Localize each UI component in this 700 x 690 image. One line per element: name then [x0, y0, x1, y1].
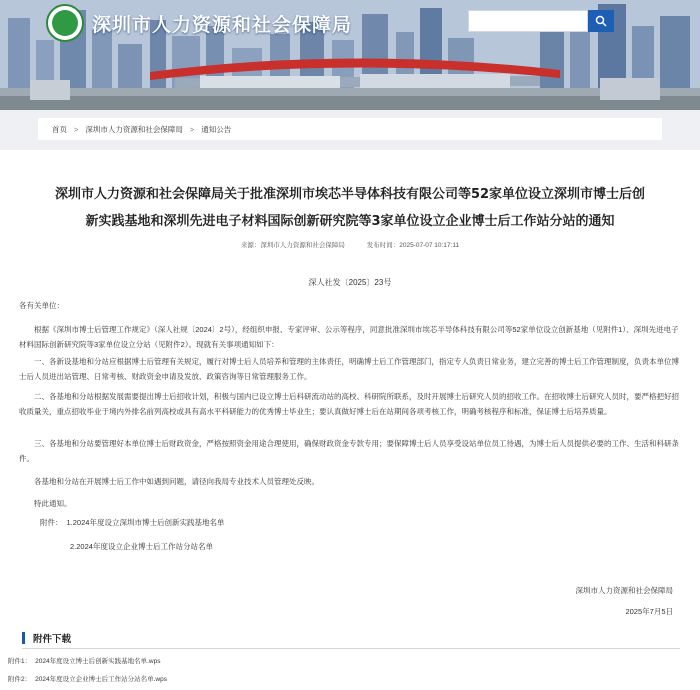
site-name: 深圳市人力资源和社会保障局: [92, 13, 353, 36]
signature-date: 2025年7月5日: [625, 607, 673, 616]
downloads-heading-text: 附件下载: [33, 634, 72, 645]
download-item: [8, 656, 160, 665]
breadcrumb-separator: >: [189, 124, 195, 134]
body-paragraph: 根据《深圳市博士后管理工作规定》（深人社规〔2024〕2号），经组织申报、专家评审、公示等程序，同意批准深圳市埃芯半导体科技有限公司等52家单位设立创新基地（见附件1）、深圳先进电子材料国际创新研究院等3家单位设立分站（见附件2）。现就有关事项通知如下：: [19, 325, 679, 349]
breadcrumb-notices[interactable]: 通知公告: [201, 124, 232, 134]
divider: [22, 648, 680, 649]
breadcrumb-strip: [0, 110, 700, 150]
site-logo[interactable]: [46, 4, 352, 42]
download-link[interactable]: 2024年度设立博士后创新实践基地名单.wps: [35, 658, 161, 665]
breadcrumb-separator: >: [74, 124, 79, 134]
page-title: [20, 181, 680, 235]
breadcrumb: [38, 118, 662, 140]
article-source: 来源：深圳市人力资源和社会保障局: [240, 242, 345, 249]
search-button[interactable]: [588, 10, 614, 32]
download-prefix: 附件1：: [8, 658, 32, 665]
body-paragraph: 特此通知。: [34, 499, 72, 508]
document-number: 深人社发〔2025〕23号: [308, 278, 392, 287]
emblem-logo-icon: [46, 4, 84, 42]
header-banner: [0, 0, 700, 110]
page-title-line2: 新实践基地和深圳先进电子材料国际创新研究院等3家单位设立企业博士后工作站分站的通知: [85, 214, 615, 229]
download-link[interactable]: 2024年度设立企业博士后工作站分站名单.wps: [35, 676, 167, 683]
attachment-title: 2.2024年度设立企业博士后工作站分站名单: [70, 542, 213, 551]
attachment-list-item: [40, 517, 224, 528]
signature-organization: 深圳市人力资源和社会保障局: [575, 586, 673, 595]
page-title-line1: 深圳市人力资源和社会保障局关于批准深圳市埃芯半导体科技有限公司等52家单位设立深圳市博士后创: [54, 187, 646, 202]
search-input[interactable]: [468, 10, 588, 32]
article-publish-time: 发布时间：2025-07-07 10:17:11: [366, 242, 460, 249]
body-paragraph: 二、各基地和分站根据发展需要提出博士后招收计划，积极与国内已设立博士后科研流动站的高校、科研院所联系，及时开展博士后研究人员的招收工作。在招收博士后研究人员时，要严格把好招收质量关，重点招收毕业于境内外排名前列高校或具有高水平科研能力的优秀博士毕业生；要认真做好博士后在站期间各项考核工作，明确考核程序和标准，保证博士后培养质量。: [19, 392, 679, 416]
heading-accent-bar: [22, 632, 25, 644]
attachment-list-item: [70, 541, 213, 552]
attachment-title: 1.2024年度设立深圳市博士后创新实践基地名单: [66, 518, 225, 527]
attachments-label: 附件：: [40, 518, 63, 527]
body-paragraph: 一、各新设基地和分站应根据博士后管理有关规定，履行对博士后人员培养和管理的主体责任，明确博士后工作管理部门，指定专人负责日常业务，建立完善的博士后工作管理制度，负责本单位博士后人员进出站管理、日常考核、财政资金申请及发放、政策咨询等日常管理服务工作。: [19, 357, 679, 381]
body-paragraph: 三、各基地和分站要管理好本单位博士后财政资金，严格按照资金用途合理使用，确保财政资金专款专用；要保障博士后人员享受设站单位员工待遇，为博士后人员提供必要的工作、生活和科研条件。: [19, 439, 679, 463]
breadcrumb-bureau[interactable]: 深圳市人力资源和社会保障局: [85, 124, 183, 134]
downloads-heading: [22, 631, 71, 645]
breadcrumb-home[interactable]: 首页: [52, 124, 67, 134]
download-item: [8, 674, 167, 683]
download-prefix: 附件2：: [8, 676, 32, 683]
article-meta: [0, 240, 700, 249]
body-paragraph: 各基地和分站在开展博士后工作中如遇到问题，请径向我局专业技术人员管理处反映。: [34, 477, 319, 486]
search-icon: [595, 15, 607, 27]
salutation: 各有关单位：: [19, 301, 64, 310]
